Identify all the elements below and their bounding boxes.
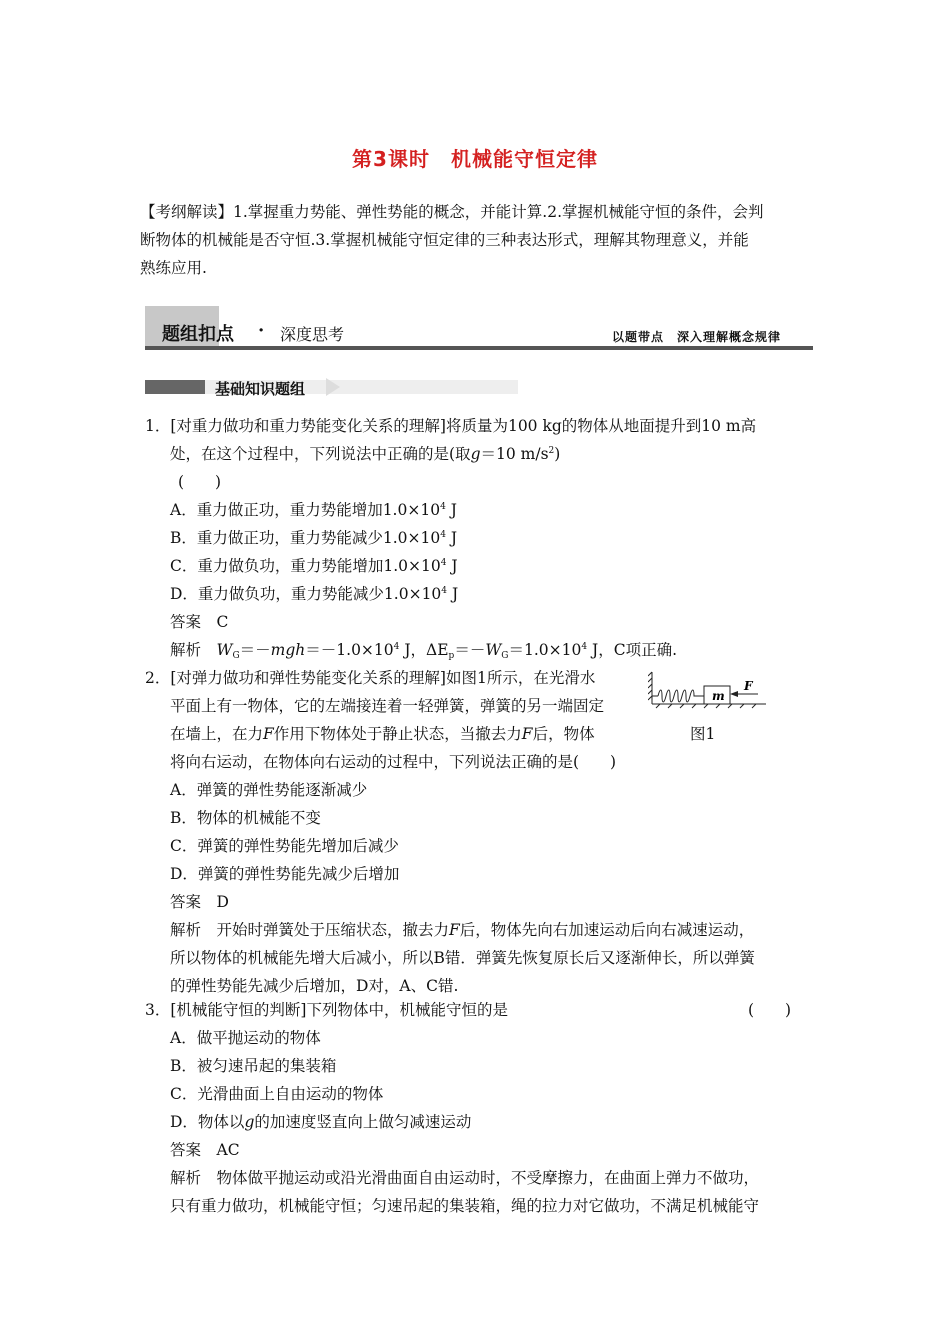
outline-line-1: 【考纲解读】1.掌握重力势能、弹性势能的概念，并能计算.2.掌握机械能守恒的条件，会判 <box>140 203 764 221</box>
section-subtitle: 深度思考 <box>280 325 345 344</box>
outline-line-2: 断物体的机械能是否守恒.3.掌握机械能守恒定律的三种表达形式，理解其物理意义，并能 <box>140 231 749 249</box>
q2-stem-4: 将向右运动，在物体向右运动的过程中，下列说法正确的是( ) <box>170 753 617 771</box>
outline-line-3: 熟练应用. <box>140 259 207 277</box>
q2-analysis-1: 解析 开始时弹簧处于压缩状态，撤去力F后，物体先向右加速运动后向右减速运动， <box>170 921 755 939</box>
figure-1-caption: 图1 <box>690 725 716 743</box>
force-label: F <box>744 679 753 693</box>
q3-answer-paren: ( ) <box>748 1001 792 1019</box>
q3-analysis-2: 只有重力做功，机械能守恒；匀速吊起的集装箱，绳的拉力对它做功，不满足机械能守 <box>170 1197 760 1215</box>
section-tagline: 以题带点 深入理解概念规律 <box>612 330 782 344</box>
q3-option-d: D．物体以g的加速度竖直向上做匀减速运动 <box>170 1113 472 1131</box>
q2-option-c: C．弹簧的弹性势能先增加后减少 <box>170 837 399 855</box>
q2-option-b: B．物体的机械能不变 <box>170 809 321 827</box>
q2-analysis-3: 的弹性势能先减少后增加，D对，A、C错. <box>170 977 459 995</box>
q1-analysis: 解析 $W_G=-mgh=-1.0\times 10^4$ J，$\Delta E_p=-W_G=1.0\times 10^4$ J，C项正确. <box>170 641 678 661</box>
q1-stem-2: 处，在这个过程中，下列说法中正确的是(取g＝10 $m/s^2$) <box>170 445 561 463</box>
q1-stem-1: 1．[对重力做功和重力势能变化关系的理解]将质量为100 kg的物体从地面提升到10 m高 <box>145 417 757 435</box>
q3-option-c: C．光滑曲面上自由运动的物体 <box>170 1085 384 1103</box>
q2-stem-3: 在墙上，在力F作用下物体处于静止状态，当撤去力F后，物体 <box>170 725 595 743</box>
q3-option-a: A．做平抛运动的物体 <box>170 1029 321 1047</box>
q2-answer: 答案 D <box>170 893 229 911</box>
q2-stem-1: 2．[对弹力做功和弹性势能变化关系的理解]如图1所示，在光滑水 <box>145 669 596 687</box>
q1-option-b: B．重力做正功，重力势能减少$1.0\times 10^4$ J <box>170 529 458 547</box>
q1-option-c: C．重力做负功，重力势能增加$1.0\times 10^4$ J <box>170 557 458 575</box>
section-dot: · <box>258 320 265 341</box>
q3-option-b: B．被匀速吊起的集装箱 <box>170 1057 337 1075</box>
q3-answer: 答案 AC <box>170 1141 240 1159</box>
subsection-arrow-icon <box>326 378 340 396</box>
q1-answer-paren: ( ) <box>178 473 222 491</box>
subsection-title: 基础知识题组 <box>215 380 306 398</box>
page-title: 第3课时 机械能守恒定律 <box>352 147 598 171</box>
q3-stem: 3．[机械能守恒的判断]下列物体中，机械能守恒的是 <box>145 1001 508 1019</box>
figure-1-spring-block <box>648 668 770 710</box>
q2-option-a: A．弹簧的弹性势能逐渐减少 <box>170 781 368 799</box>
q1-option-d: D．重力做负功，重力势能减少$1.0\times 10^4$ J <box>170 585 459 603</box>
block-label: m <box>712 689 725 703</box>
q2-option-d: D．弹簧的弹性势能先减少后增加 <box>170 865 400 883</box>
spring-coil <box>652 690 704 702</box>
q2-analysis-2: 所以物体的机械能先增大后减小，所以B错．弹簧先恢复原长后又逐渐伸长，所以弹簧 <box>170 949 755 967</box>
q1-option-a: A．重力做正功，重力势能增加$1.0\times 10^4$ J <box>170 501 457 519</box>
outline-label: 【考纲解读】 <box>140 203 234 221</box>
q2-stem-2: 平面上有一物体，它的左端接连着一轻弹簧，弹簧的另一端固定 <box>170 697 605 715</box>
section-divider <box>145 346 813 350</box>
section-title: 题组扣点 <box>162 324 234 345</box>
q3-analysis-1: 解析 物体做平抛运动或沿光滑曲面自由运动时，不受摩擦力，在曲面上弹力不做功， <box>170 1169 760 1187</box>
subsection-bar-dark <box>145 380 205 394</box>
q1-answer: 答案 C <box>170 613 229 631</box>
force-arrow-head-icon <box>730 691 738 697</box>
